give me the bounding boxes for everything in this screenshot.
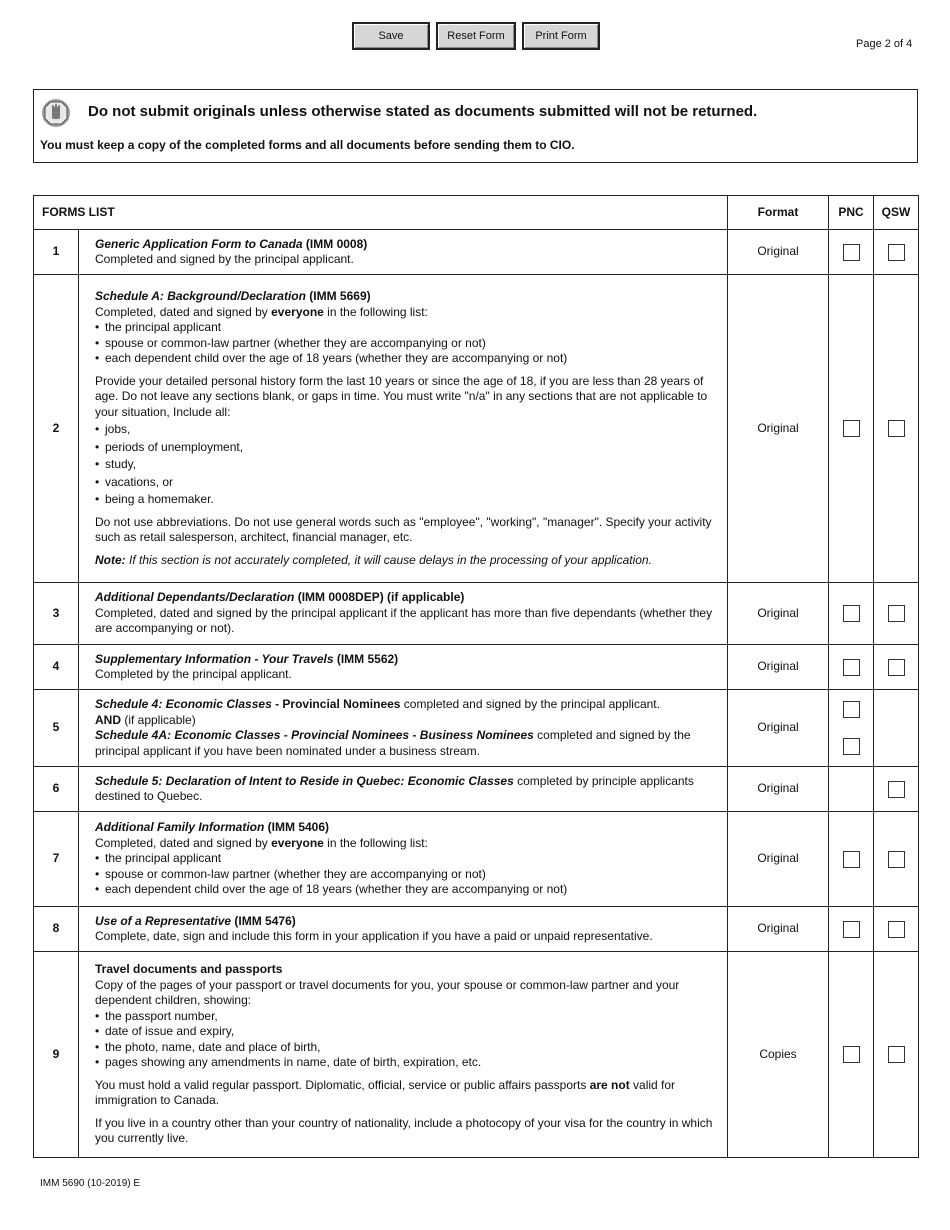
form-code: (IMM 5669): [305, 289, 371, 303]
page-number: Page 2 of 4: [856, 38, 913, 50]
paragraph-emphasis: are not: [589, 1077, 630, 1092]
row-text: in the following list:: [323, 304, 428, 319]
row-text: (if applicable): [121, 712, 196, 727]
row-description: [79, 275, 728, 583]
pnc-checkbox[interactable]: [843, 851, 860, 868]
note-label: Note:: [95, 552, 126, 567]
form-title: Schedule 4: Economic Classes: [95, 697, 272, 711]
row-format: Original: [728, 690, 829, 767]
row-text: Copy of the pages of your passport or travel documents for you, your spouse or common-law partner and your dependent children, showing:: [95, 977, 680, 1008]
row-text: Completed, dated and signed by: [95, 835, 272, 850]
table-row: [34, 645, 919, 690]
row-description: [79, 583, 728, 645]
list-item: • date of issue and expiry,: [95, 1024, 719, 1040]
row-number: 1: [34, 230, 79, 275]
row-number: 8: [34, 907, 79, 952]
row-text-emphasis: everyone: [271, 835, 324, 850]
save-button[interactable]: Save: [352, 22, 430, 50]
row-description: [79, 952, 728, 1158]
row-text: Complete, date, sign and include this form in your application if you have a paid or unpaid representative.: [95, 929, 653, 943]
paragraph: Provide your detailed personal history form the last 10 years or since the age of 18, if you are less than 28 years of age. Do not leave any sections blank, or gaps in time. You must write "n/a" in any sections that are not applicable to your situation, Include all:: [95, 373, 708, 419]
print-form-button[interactable]: Print Form: [522, 22, 600, 50]
paragraph: valid for immigration to Canada.: [95, 1077, 676, 1108]
form-title: Additional Family Information: [95, 820, 265, 835]
row-number: 5: [34, 690, 79, 767]
form-code: (IMM 5406): [264, 820, 330, 835]
row-format: Original: [728, 645, 829, 690]
table-row: [34, 275, 919, 583]
table-row: [34, 230, 919, 275]
form-code: (IMM 5562): [333, 651, 399, 666]
header-pnc: PNC: [829, 196, 874, 230]
qsw-checkbox[interactable]: [888, 659, 905, 676]
row-text: completed and signed by the principal applicant if you have been nominated under a business stream.: [95, 728, 691, 758]
row-number: 2: [34, 275, 79, 583]
row-text: Completed, dated and signed by the principal applicant if the applicant has more than five dependants (whether they are accompanying or not).: [95, 605, 713, 636]
bullet-list: [95, 422, 719, 508]
bullet-list: [95, 1009, 719, 1071]
reset-form-button[interactable]: Reset Form: [436, 22, 516, 50]
qsw-checkbox[interactable]: [888, 1046, 905, 1063]
form-title: Use of a Representative: [95, 913, 232, 928]
row-text: in the following list:: [323, 835, 428, 850]
row-format: Original: [728, 583, 829, 645]
list-item: • pages showing any amendments in name, date of birth, expiration, etc.: [95, 1055, 719, 1071]
row-format: Original: [728, 812, 829, 907]
pnc-checkbox[interactable]: [843, 244, 860, 261]
qsw-checkbox[interactable]: [888, 781, 905, 798]
pnc-checkbox[interactable]: [843, 659, 860, 676]
form-title: Additional Dependants/Declaration: [95, 590, 295, 605]
table-row: [34, 952, 919, 1158]
form-code: (IMM 0008): [302, 236, 368, 251]
form-code: (IMM 5476): [231, 913, 296, 928]
table-row: [34, 907, 919, 952]
pnc-checkbox[interactable]: [843, 921, 860, 938]
list-item: • the passport number,: [95, 1009, 719, 1025]
header-qsw: QSW: [874, 196, 919, 230]
qsw-empty-cell: [874, 690, 919, 767]
list-item: • periods of unemployment,: [95, 440, 719, 456]
row-text: Completed, dated and signed by: [95, 304, 272, 319]
notice-subtitle: You must keep a copy of the completed forms and all documents before sending them to CIO.: [40, 138, 575, 152]
row-description: [79, 907, 728, 952]
bullet-list: [95, 320, 719, 367]
table-row: [34, 812, 919, 907]
table-row: [34, 690, 919, 767]
row-description: [79, 230, 728, 275]
paragraph: Do not use abbreviations. Do not use general words such as "employee", "working", "manager". Specify your activity such as retail salesperson, architect, financial manager, etc.: [95, 514, 712, 544]
table-row: [34, 583, 919, 645]
list-item: • each dependent child over the age of 18 years (whether they are accompanying or not): [95, 351, 719, 367]
list-item: • the photo, name, date and place of birth,: [95, 1040, 719, 1056]
pnc-checkbox-schedule-4a[interactable]: [843, 738, 860, 755]
form-title: Supplementary Information - Your Travels: [95, 651, 334, 666]
form-title: Schedule 4A: Economic Classes - Provincial Nominees - Business Nominees: [95, 728, 534, 742]
pnc-empty-cell: [829, 767, 874, 812]
qsw-checkbox[interactable]: [888, 921, 905, 938]
row-number: 9: [34, 952, 79, 1158]
row-number: 4: [34, 645, 79, 690]
notice-box: [33, 89, 918, 163]
paragraph: If you live in a country other than your country of nationality, include a photocopy of your visa for the country in which you currently live.: [95, 1115, 713, 1146]
pnc-checkbox-schedule-4[interactable]: [843, 701, 860, 718]
bullet-list: [95, 851, 719, 898]
stop-hand-icon: [41, 98, 71, 128]
row-text-emphasis: everyone: [271, 304, 324, 319]
list-item: • being a homemaker.: [95, 492, 719, 508]
list-item: • each dependent child over the age of 18 years (whether they are accompanying or not): [95, 882, 719, 898]
table-header-row: [34, 196, 919, 230]
row-format: Copies: [728, 952, 829, 1158]
row-description: [79, 812, 728, 907]
row-format: Original: [728, 907, 829, 952]
row-format: Original: [728, 767, 829, 812]
qsw-checkbox[interactable]: [888, 420, 905, 437]
form-title: Generic Application Form to Canada: [95, 236, 303, 251]
qsw-checkbox[interactable]: [888, 244, 905, 261]
header-format: Format: [728, 196, 829, 230]
row-number: 3: [34, 583, 79, 645]
qsw-checkbox[interactable]: [888, 605, 905, 622]
paragraph: You must hold a valid regular passport. Diplomatic, official, service or public affairs passports: [95, 1077, 590, 1092]
pnc-checkbox[interactable]: [843, 605, 860, 622]
qsw-checkbox[interactable]: [888, 851, 905, 868]
and-label: AND: [95, 712, 121, 727]
form-title: Schedule 5: Declaration of Intent to Reside in Quebec: Economic Classes: [95, 773, 514, 788]
row-text: completed and signed by the principal applicant.: [400, 697, 660, 711]
row-text: Completed and signed by the principal applicant.: [95, 252, 354, 266]
list-item: • the principal applicant: [95, 320, 719, 336]
form-title-stream: Provincial Nominees: [282, 697, 401, 711]
row-text: Completed by the principal applicant.: [95, 667, 292, 681]
form-code-footer: IMM 5690 (10-2019) E: [40, 1178, 141, 1189]
list-item: • study,: [95, 457, 719, 473]
form-toolbar: [352, 22, 600, 50]
row-number: 7: [34, 812, 79, 907]
row-description: [79, 690, 728, 767]
row-description: [79, 767, 728, 812]
note-text: If this section is not accurately completed, it will cause delays in the processing of your application.: [125, 552, 652, 567]
row-number: 6: [34, 767, 79, 812]
form-title: Schedule A: Background/Declaration: [95, 289, 306, 303]
pnc-checkbox[interactable]: [843, 1046, 860, 1063]
list-item: • vacations, or: [95, 475, 719, 491]
list-item: • jobs,: [95, 422, 719, 438]
row-format: Original: [728, 275, 829, 583]
header-forms-list: FORMS LIST: [34, 196, 728, 230]
forms-list-table: [33, 195, 919, 1158]
row-format: Original: [728, 230, 829, 275]
list-item: • the principal applicant: [95, 851, 719, 867]
form-code: (IMM 0008DEP) (if applicable): [294, 590, 465, 605]
list-item: • spouse or common-law partner (whether they are accompanying or not): [95, 867, 719, 883]
list-item: • spouse or common-law partner (whether they are accompanying or not): [95, 336, 719, 352]
pnc-checkbox[interactable]: [843, 420, 860, 437]
form-title-dash: -: [271, 697, 283, 711]
form-title: Travel documents and passports: [95, 962, 283, 977]
table-row: [34, 767, 919, 812]
row-description: [79, 645, 728, 690]
notice-title: Do not submit originals unless otherwise stated as documents submitted will not be returned.: [88, 103, 758, 120]
row-text: completed by principle applicants destined to Quebec.: [95, 773, 694, 803]
